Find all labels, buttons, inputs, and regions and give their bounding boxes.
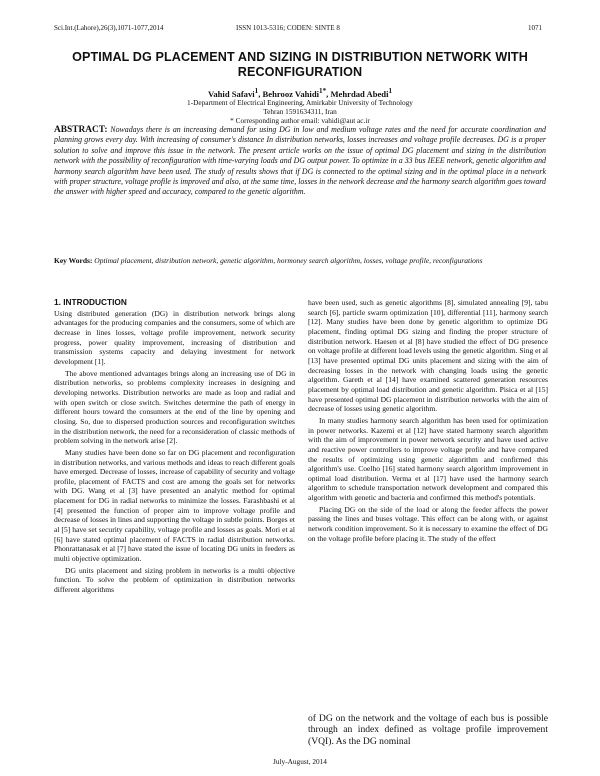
- paragraph: have been used, such as genetic algorithms [8], simulated annealing [9], tabu search [6], particle swarm optimization [10], differential [11], harmony search [12]. Many studies have been done by genetic algorithm to optimize DG placement, finding optimal DG sizing and finding the proper structure of distribution network. Haesen et al [8] have studied the effect of DG presence on voltage profile at different load levels using the genetic algorithm. Sing et al [13] have presented optimal DG units placement and sizing with the aim of decreasing losses in the network with changing loads using the genetic algorithm. Gareth et al [14] have examined scattered generation resources placement by optimal load distribution and genetic algorithm. Pisica et al [15] have presented optimal DG placement in distribution networks with the aim of decrease of losses using genetic algorithm.: [308, 298, 548, 414]
- author-2: Behrooz Vahidi: [262, 88, 319, 99]
- abstract-text: Nowadays there is an increasing demand for using DG in low and medium voltage rates and the need for accurate coordination and planning grows every day. With increasing of consumer's distance In distribution networks, losses increases and voltage profile decreases. DG is a proper solution to solve and improve this issue in the network. The present article works on the issue of optimal DG placement and sizing in the distribution network with the possibility of reconfiguration with time-varying loads and DG output power. To optimize in a 33 bus IEEE network, genetic algorithm and harmony search algorithm have been used. The study of results shows that if DG is connected to the optimal sizing and in the optimal place in a network with proper structure, voltage profile is improved and also, at the same time, losses in the network decrease and the harmony search algorithm goes toward the answer with higher speed and accuracy, compared to the genetic algorithm.: [54, 125, 546, 197]
- right-column: [308, 298, 548, 545]
- paragraph: The above mentioned advantages brings along an increasing use of DG in distribution networks, so problems complexity increases in designing and developing networks. Distribution networks are made as loop and radial and with open switch or close switch. Switches determine the path of energy in different hours toward the consumers at the end of the line by opening and closing. So, due to dispersed production sources and reconfiguration switches in the distribution network, the need for a reconsideration of classic methods of problem solving in the network arise [2].: [54, 368, 295, 446]
- paragraph: In many studies harmony search algorithm has been used for optimization in power networks. Kazemi et al [12] have stated harmony search algorithm with the aim of improvement in power network security and have used active and reactive power controllers to improve voltage profile and have compared the results of optimizing using genetic algorithm and confirmed this algorithm's use. Coelho [16] stated harmony search algorithm improvement in optimal load distribution. Verma et al [17] have used the harmony search algorithm to schedule transportation network development and compared this algorithm with genetic and bacteria and confirmed this method's potentials.: [308, 415, 548, 503]
- page-number: 1071: [528, 24, 542, 32]
- title-line-1: OPTIMAL DG PLACEMENT AND SIZING IN DISTRIBUTION NETWORK WITH: [72, 50, 528, 64]
- paragraph: Using distributed generation (DG) in distribution network brings along advantages for the producing companies and the consumers, some of which are decrease in lines losses, voltage profile improvement, network security progress, power quality improvement, increasing of distribution and transmission systems capacity and delaying investment for network development [1].: [54, 308, 295, 366]
- author-3-sup: 1: [388, 87, 393, 95]
- abstract: [54, 125, 546, 198]
- journal-citation: Sci.Int.(Lahore),26(3),1071-1077,2014: [54, 24, 164, 32]
- corresponding-author: * Corresponding author email: vahidi@aut ac.ir: [230, 116, 370, 125]
- paragraph: DG units placement and sizing problem in networks is a multi objective function. To solve the problem of optimization in distribution networks different algorithms: [54, 565, 295, 595]
- section-heading-introduction: 1. INTRODUCTION: [54, 297, 127, 307]
- footer-date: July-August, 2014: [273, 757, 327, 766]
- author-sep-1: ,: [258, 88, 263, 99]
- title-line-2: RECONFIGURATION: [237, 65, 363, 79]
- author-1-sup: 1: [254, 87, 259, 95]
- paragraph: Placing DG on the side of the load or along the feeder affects the power passing the lines and buses voltage. This effect can be along with, or against network condition improvement. So it is necessary to examine the effect of DG on the voltage profile before placing it. The study of the effect: [308, 504, 548, 543]
- affiliation-department: 1-Department of Electrical Engineering, Amirkabir University of Technology: [187, 98, 413, 107]
- author-3: Mehrdad Abedi: [330, 88, 389, 99]
- author-1: Vahid Safavi: [207, 88, 255, 99]
- affiliation-city: Tehran 1591634311, Iran: [263, 107, 337, 116]
- paragraph: Many studies have been done so far on DG placement and reconfiguration in distribution networks, and various methods and ideas to reach different goals have emerged. Decrease of losses, increase of capability of security and voltage profile, placement of FACTS and cost are among the goals set for networks with DG. Wang et al [3] have presented an analytic method for optimal placement for DG in radial networks to minimize the losses. Farashbashi et al [4] presented the function of proper aim to improve voltage profile and decrease of losses in lines and supporting the voltage in subtle points. Borges et al [5] have set security capability, voltage profile and losses as goals. Mori et al [6] have stated optimal placement of FACTS in radial distribution networks. Phonrattanasak et al [7] have stated the issue of locating DG units in feeders as multi objective optimization.: [54, 447, 295, 564]
- keywords-label: Key Words:: [54, 256, 93, 265]
- paper-title: [40, 50, 560, 80]
- left-column: [54, 298, 295, 597]
- issn-coden: ISSN 1013-5316; CODEN: SINTE 8: [236, 24, 340, 32]
- right-column-continuation: of DG on the network and the voltage of each bus is possible through an index defined as voltage profile improvement (VQI). As the DG nominal: [308, 713, 548, 747]
- keywords-text: Optimal placement, distribution network, genetic algorithm, hormoney search algorithm, losses, voltage profile, reconfigurations: [92, 256, 483, 265]
- abstract-label: ABSTRACT:: [54, 125, 108, 135]
- author-sep-2: ,: [326, 88, 331, 99]
- keywords: [54, 256, 546, 266]
- author-2-sup: 1*: [318, 87, 327, 95]
